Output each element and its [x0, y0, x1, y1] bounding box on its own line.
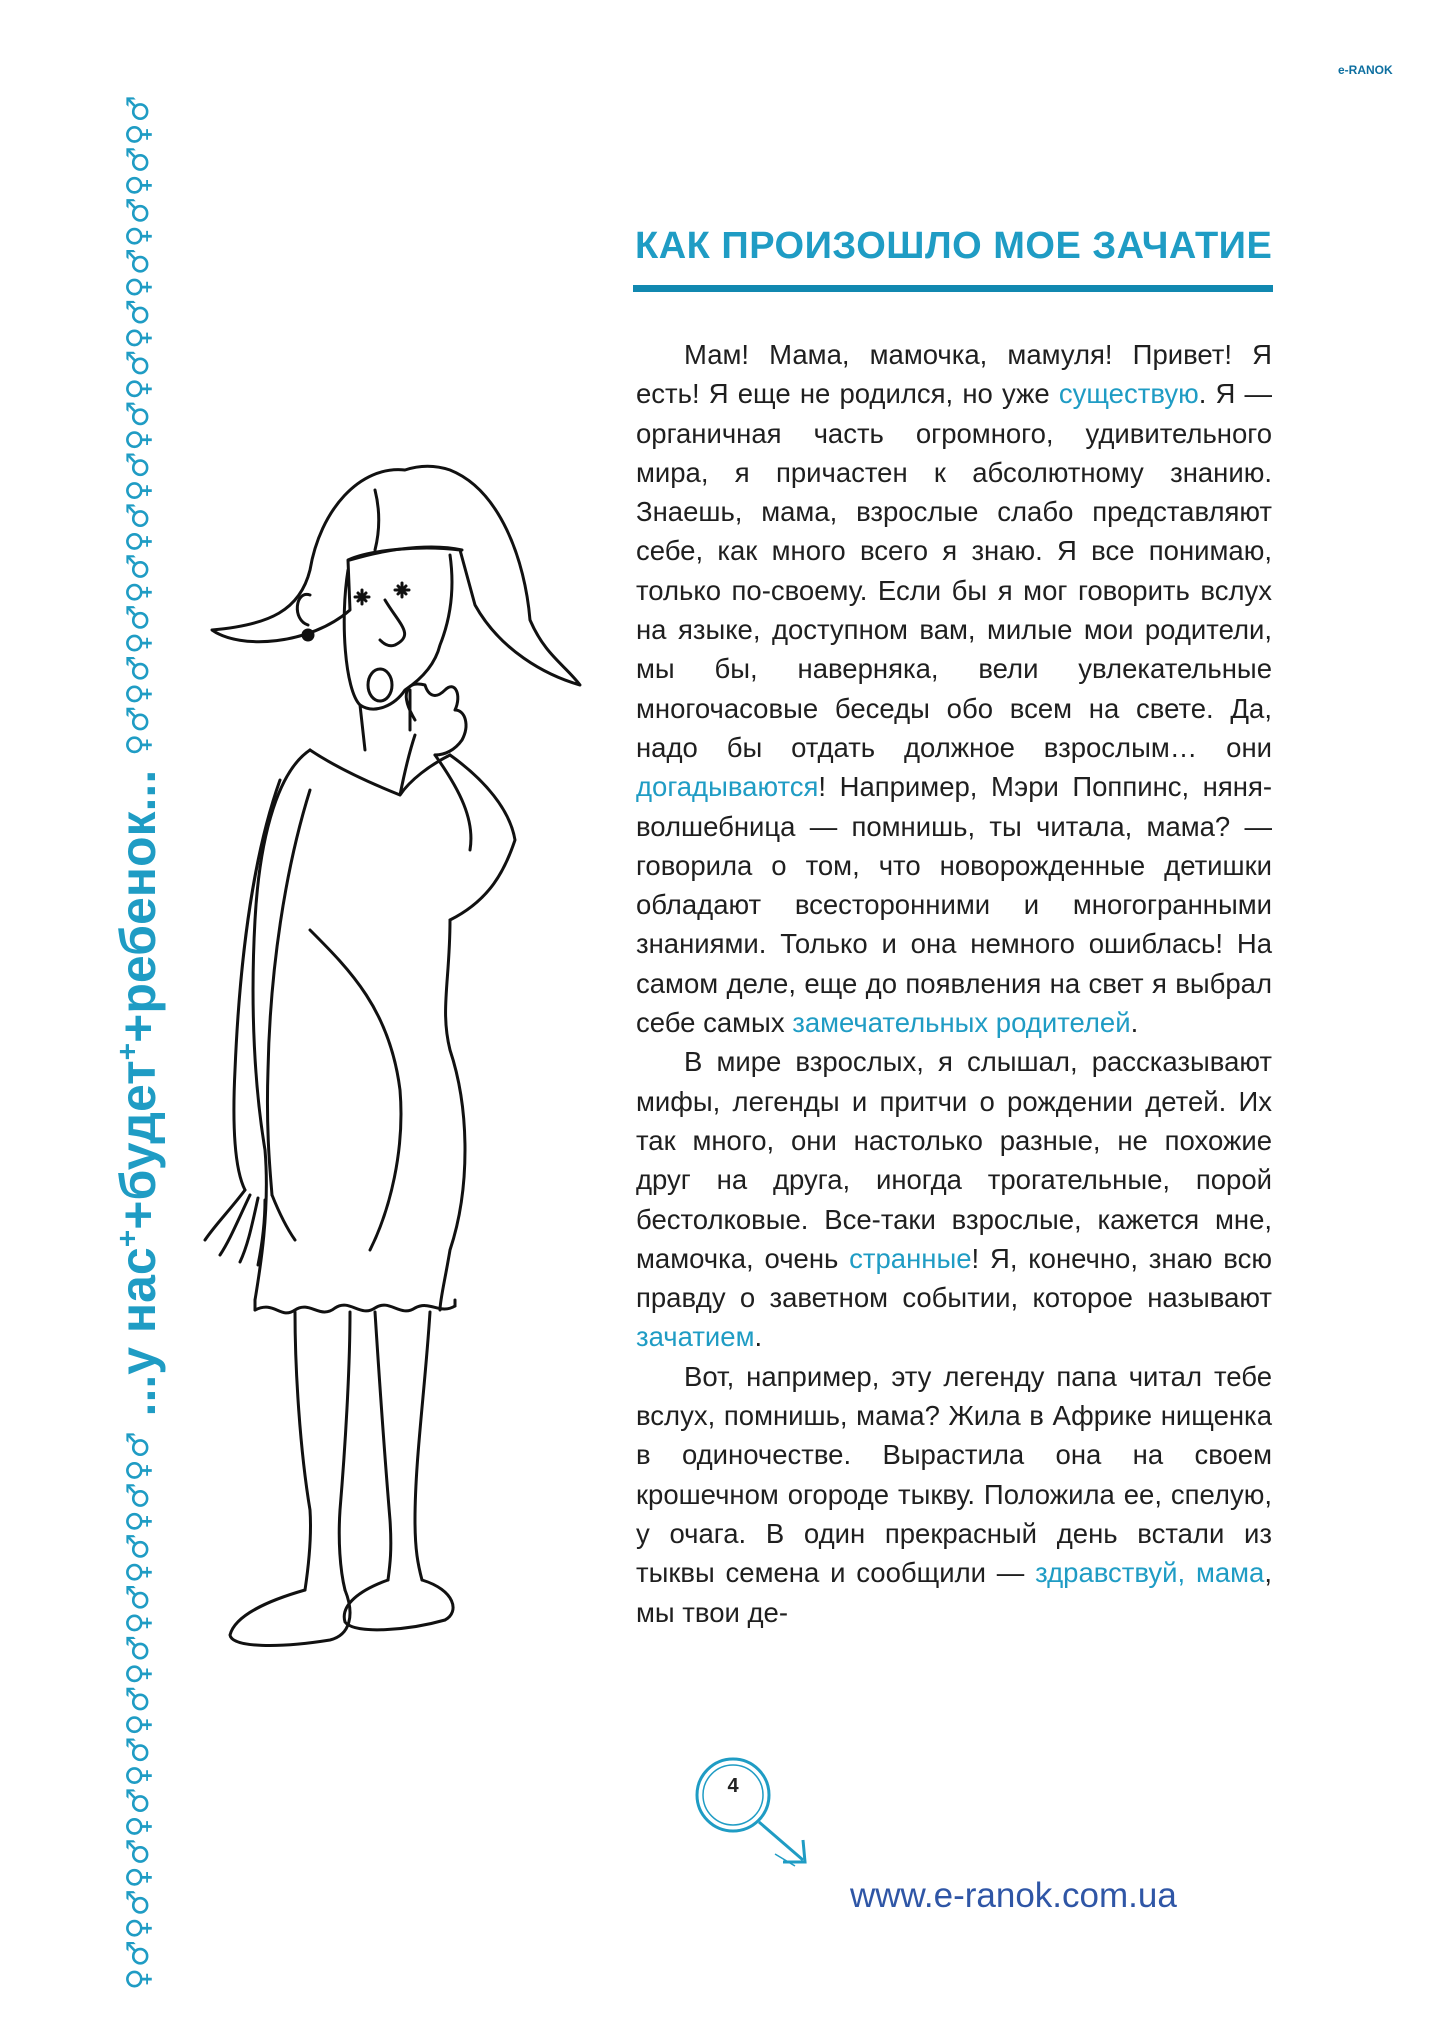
highlighted-word: замечательных родителей: [792, 1007, 1131, 1039]
paragraph-text: ! Например, Мэри Поппинс, няня-волшебница — помнишь, ты читала, мама? — говорила о том, что новорожденные детишки обладают всесторонними и многогранными знаниями. Только и она немного ошиблась! На самом деле, еще до появления на свет я выбрал себе самых: [636, 771, 1272, 1039]
page-number: 4: [727, 1775, 739, 1797]
highlighted-word: здравствуй, мама: [1035, 1557, 1265, 1589]
website-link[interactable]: www.e-ranok.com.ua: [850, 1876, 1177, 1915]
page-number-badge-icon: [675, 1742, 825, 1872]
title-underline: [633, 285, 1273, 292]
highlighted-word: странные: [849, 1242, 972, 1274]
paragraph-text: ! Я, конечно, знаю всю правду о заветном событии, которое называют: [636, 1242, 1272, 1314]
paragraph-1: [636, 335, 1272, 1042]
page-title: КАК ПРОИЗОШЛО МОЕ ЗАЧАТИЕ: [635, 225, 1273, 267]
paragraph-text: , мы твои де-: [636, 1557, 1272, 1628]
side-banner-phrase: ...у нас++будет++ребенок...: [110, 769, 166, 1417]
paragraph-text: . Я — органичная часть огромного, удивительного мира, я причастен к абсолютному знанию. Знаешь, мама, взрослые слабо представляют себе, как много всего я знаю. Я все понимаю, только по-своему. Если бы я мог говорить вслух на языке, доступном вам, милые мои родители, мы бы, наверняка, вели увлекательные многочасовые беседы обо всем на свете. Да, надо бы отдать должное взрослым… они: [636, 378, 1273, 763]
pregnant-woman-illustration: [200, 450, 620, 1660]
paragraph-text: В мире взрослых, я слышал, рассказывают мифы, легенды и притчи о рождении детей. Их так много, они настолько разные, не похожие друг на друга, иногда трогательные, порой бестолковые. Все-таки взрослые, кажется мне, мамочка, очень: [636, 1046, 1272, 1274]
publisher-logo: e-RANOK: [1338, 63, 1393, 77]
highlighted-word: существую: [1058, 378, 1199, 410]
side-banner: [100, 40, 176, 1990]
paragraph-3: [636, 1357, 1272, 1632]
gender-symbols-icon-2: ♀♂♀♂♀♂♀♂♀♂♀♂♀♂♀♂♀♂♀♂♀♂♀♂♀♂: [120, 94, 156, 756]
paragraph-text: Мам! Мама, мамочка, мамуля! Привет! Я есть! Я еще не родился, но уже: [636, 339, 1272, 410]
article-body: [636, 335, 1272, 1632]
paragraph-2: [636, 1042, 1272, 1356]
paragraph-text: Вот, например, эту легенду папа читал тебе вслух, помнишь, мама? Жила в Африке нищенка в одиночестве. Вырастила она на своем крошечном огороде тыкву. Положила ее, спелую, у очага. В один прекрасный день встали из тыквы семена и сообщили —: [636, 1360, 1272, 1589]
highlighted-word: догадываются: [636, 771, 819, 803]
paragraph-text: .: [754, 1321, 763, 1353]
gender-symbols-icon: ♀♂♀♂♀♂♀♂♀♂♀♂♀♂♀♂♀♂♀♂♀♂: [120, 1430, 156, 1990]
paragraph-text: .: [1130, 1007, 1139, 1039]
highlighted-word: зачатием: [636, 1321, 755, 1353]
